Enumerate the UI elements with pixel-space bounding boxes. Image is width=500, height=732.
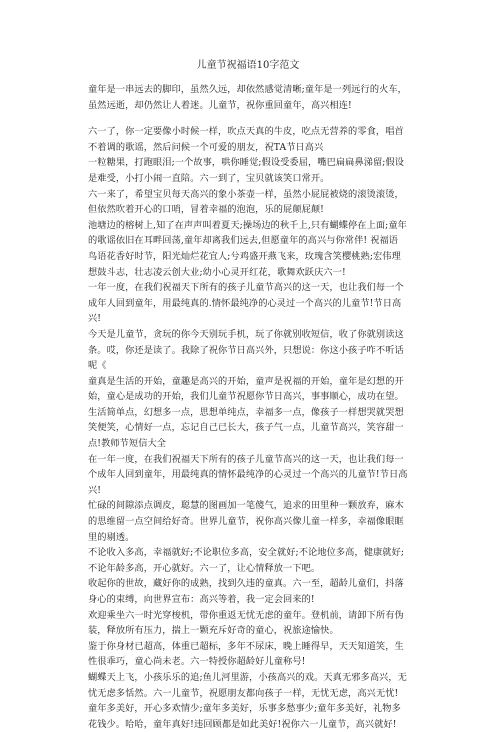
paragraph: 生活简单点，幻想多一点，思想单纯点，幸福多一点，像孩子一样想哭就哭想笑便笑，心情好一点，忘记自己已长大，孩子气一点，儿童节高兴，笑容甜一点!教师节短信大全 bbox=[88, 406, 404, 450]
paragraph: 今天是儿童节，贪玩的你今天别玩手机，玩了你就别收短信，收了你就别读这条。哎，你还是读了。我除了祝你节日高兴外，只想说：你这小孩子咋不听话呢《 bbox=[88, 328, 404, 372]
paragraph: 童年是一串远去的脚印，虽然久远，却依然感觉清晰;童年是一列远行的火车，虽然远逝，却仍然让人着迷。儿童节，祝你重回童年，高兴相连! bbox=[88, 84, 407, 111]
paragraph: 不论收入多高，幸福就好;不论职位多高，安全就好;不论地位多高，健康就好;不论年龄多高，开心就好。六一了，让心情释放一下吧。 bbox=[88, 547, 405, 574]
paragraph: 欢迎乘坐六一时光穿梭机，带你重返无忧无虑的童年。登机前，请卸下所有伪装，释放所有压力，揣上一颗充斥好奇的童心，祝旅途愉快。 bbox=[88, 609, 404, 637]
paragraph: 六一了，你一定要像小时候一样，吹点天真的牛皮，吃点无营养的零食，唱首不着调的歌谣，然后问候一个可爱的朋友，祝TA节日高兴 bbox=[88, 126, 404, 153]
document-body bbox=[88, 82, 408, 732]
paragraph: 一粒糖果，打跑眼泪;一个故事，哄你睡觉;假设受委屈，嘴巴扁扁鼻涕留;假设是难受，小打小闹一直陪。六一到了，宝贝就该笑口常开。 bbox=[88, 157, 405, 184]
paragraph: 童真是生活的开始，童趣是高兴的开始，童声是祝福的开始，童年是幻想的开始，童心是成功的开始，我们儿童节祝愿你节日高兴，事事顺心，成功在望。 bbox=[88, 375, 404, 403]
paragraph: 在一年一度，在我们祝福天下所有的孩子儿童节高兴的这一天，也让我们每一个成年人回到童年，用最纯真的情怀最纯净的心灵过一个高兴的儿童节!节日高兴! bbox=[88, 453, 408, 496]
paragraph: 池塘边的榕树上,知了在声声叫着夏天;操场边的秋千上,只有蝴蝶停在上面;童年的歌谣依旧在耳畔回荡,童年却离我们远去,但愿童年的高兴与你常伴! 祝福语 bbox=[88, 219, 407, 247]
paragraph: 一年一度，在我们祝福天下所有的孩子儿童节高兴的这一天，也让我们每一个成年人回到童年，用最纯真的.情怀最纯净的心灵过一个高兴的儿童节!节日高兴! bbox=[88, 282, 404, 325]
paragraph: 忙碌的间隙添点调皮，聪慧的图画加一笔傻气，追求的田里种一颗放弃，麻木的思维留一点空间给好奇。世界儿童节，祝你高兴像儿童一样多，幸福像眼眶里的剔透。 bbox=[88, 500, 404, 543]
paragraph: 六一来了，希望宝贝每天高兴的象小茶壶一样，虽然小屁屁被烧的滚烫滚烫，但依然吹着开心的口哨，冒着幸福的泡泡，乐的屁颠屁颠! bbox=[88, 188, 404, 216]
paragraph: 鉴于你身材已超高，体重已超标，多年不尿床，晚上睡得早，天天知道笑，生性很乖巧，童心尚未老。六一特授你超龄好儿童称号! bbox=[88, 640, 404, 668]
paragraph: 童年多美好，开心多欢情少;童年多美好，乐事多愁事少;童年多美好，礼物多花钱少。哈哈，童年真好!违回顾都是如此美好!祝你六一儿童节，高兴就好! bbox=[88, 703, 401, 730]
document-title: 儿童节祝福语10字范文 bbox=[196, 60, 300, 71]
paragraph: 收起你的世故，藏好你的成熟，找到久违的童真。六一至，超龄儿童们，抖落身心的束缚，向世界宣布：高兴等着，我一定会回来的! bbox=[88, 578, 404, 605]
paragraph: 鸟语花香好时节，阳光灿烂花宜人;兮鸡盛开燕飞来，玫瑰含笑樱桃熟;宏伟理想鼓斗志，壮志凌云创大业;幼小心灵开红花，歌舞欢跃庆六一! bbox=[88, 250, 401, 278]
paragraph: 蝴蝶天上飞，小孩乐乐的追;鱼儿河里游，小孩高兴的戏。天真无邪多高兴，无忧无虑多恬然。六一儿童节，祝愿朋友都向孩子一样，无忧无虑，高兴无忧! bbox=[88, 671, 407, 699]
